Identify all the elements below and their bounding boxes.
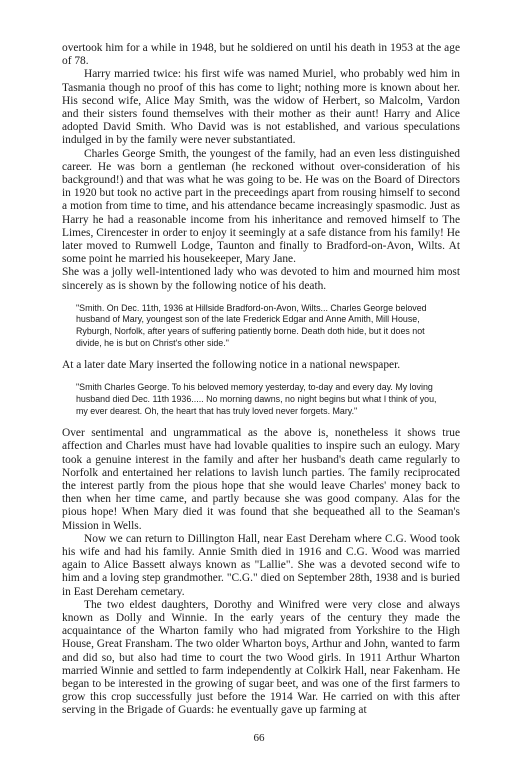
memorial-notice-quote: "Smith Charles George. To his beloved memory yesterday, to-day and every day. My loving husband died Dec. 11th 1936..... No morning dawns, no night begins but what I think of you, my ever dearest. Oh, the heart that has truly loved never forgets. Mary." — [76, 382, 437, 416]
paragraph-mary-devotion: She was a jolly well-intentioned lady who was devoted to him and mourned him most sincerely as is shown by the following notice of his death. — [62, 266, 460, 292]
page-number: 66 — [253, 732, 265, 744]
paragraph-later-notice: At a later date Mary inserted the following notice in a national newspaper. — [62, 359, 401, 372]
paragraph-dolly-winnie: The two eldest daughters, Dorothy and Winifred were very close and always known as Dolly and Winnie. In the early years of the century they made the acquaintance of the Wharton family who had migrated from Yorkshire to the High House, Great Fransham. The two older Wharton boys, Arthur and John, wanted to farm and did so, but also had time to court the two Wood girls. In 1911 Arthur Wharton married Winnie and settled to farm independently at Colkirk Hall, near Fakenham. He began to be interested in the growing of sugar beet, and was one of the first farmers to grow this crop successfully just before the 1914 War. He carried on with this after serving in the Brigade of Guards: he eventually gave up farming at — [62, 598, 460, 717]
paragraph-eulogy-comment: Over sentimental and ungrammatical as the above is, nonetheless it shows true affection and Charles must have had lovable qualities to inspire such an eulogy. Mary took a genuine interest in the family and after her husband's death came regularly to Norfolk and entertained her relations to lavish lunch parties. The family reciprocated the interest partly from the pious hope that she would leave Charles' money back to then when her time came, and partly because she was good company. Alas for the pious hope! When Mary died it was found that she bequeathed all to the Seaman's Mission in Wells. — [62, 427, 460, 532]
paragraph-harry-marriages: Harry married twice: his first wife was named Muriel, who probably wed him in Tasmania though no proof of this has come to light; nothing more is known about her. His second wife, Alice May Smith, was the widow of Herbert, so Malcolm, Vardon and their sisters found themselves with their mother as their aunt! Harry and Alice adopted David Smith. Who David was is not established, and various speculations indulged in by the family were never substantiated. — [62, 68, 460, 147]
paragraph-charles-george: Charles George Smith, the youngest of the family, had an even less distinguished career. He was born a gentleman (he reckoned without over-consideration of his background!) and that was what he was going to be. He was on the Board of Directors in 1920 but took no active part in the preceedings apart from rousing himself to second a motion from time to time, and his attendance became increasingly spasmodic. Just as Harry he had a reasonable income from his inheritance and removed himself to The Limes, Cirencester in order to enjoy it seemingly at a safe distance from his family! He later moved to Rumwell Lodge, Taunton and finally to Bradford-on-Avon, Wilts. At some point he married his housekeeper, Mary Jane. — [62, 147, 460, 266]
paragraph-continuation: overtook him for a while in 1948, but he soldiered on until his death in 1953 at the age of 78. — [62, 42, 460, 68]
death-notice-quote: "Smith. On Dec. 11th, 1936 at Hillside Bradford-on-Avon, Wilts... Charles George beloved husband of Mary, youngest son of the late Frederick Edgar and Anne Amith, Mill House, Ryburgh, Norfolk, after years of suffering patiently borne. Death doth hide, but it does not divide, he is but on Christ's other side." — [76, 302, 427, 348]
body-text — [62, 42, 460, 718]
paragraph-dillington-hall: Now we can return to Dillington Hall, near East Dereham where C.G. Wood took his wife and had his family. Annie Smith died in 1916 and C.G. Wood was married again to Alice Bassett always known as "Lallie". She was a devoted second wife to him and a loving step grandmother. "C.G." died on September 28th, 1938 and is buried in East Dereham cemetary. — [62, 532, 460, 598]
